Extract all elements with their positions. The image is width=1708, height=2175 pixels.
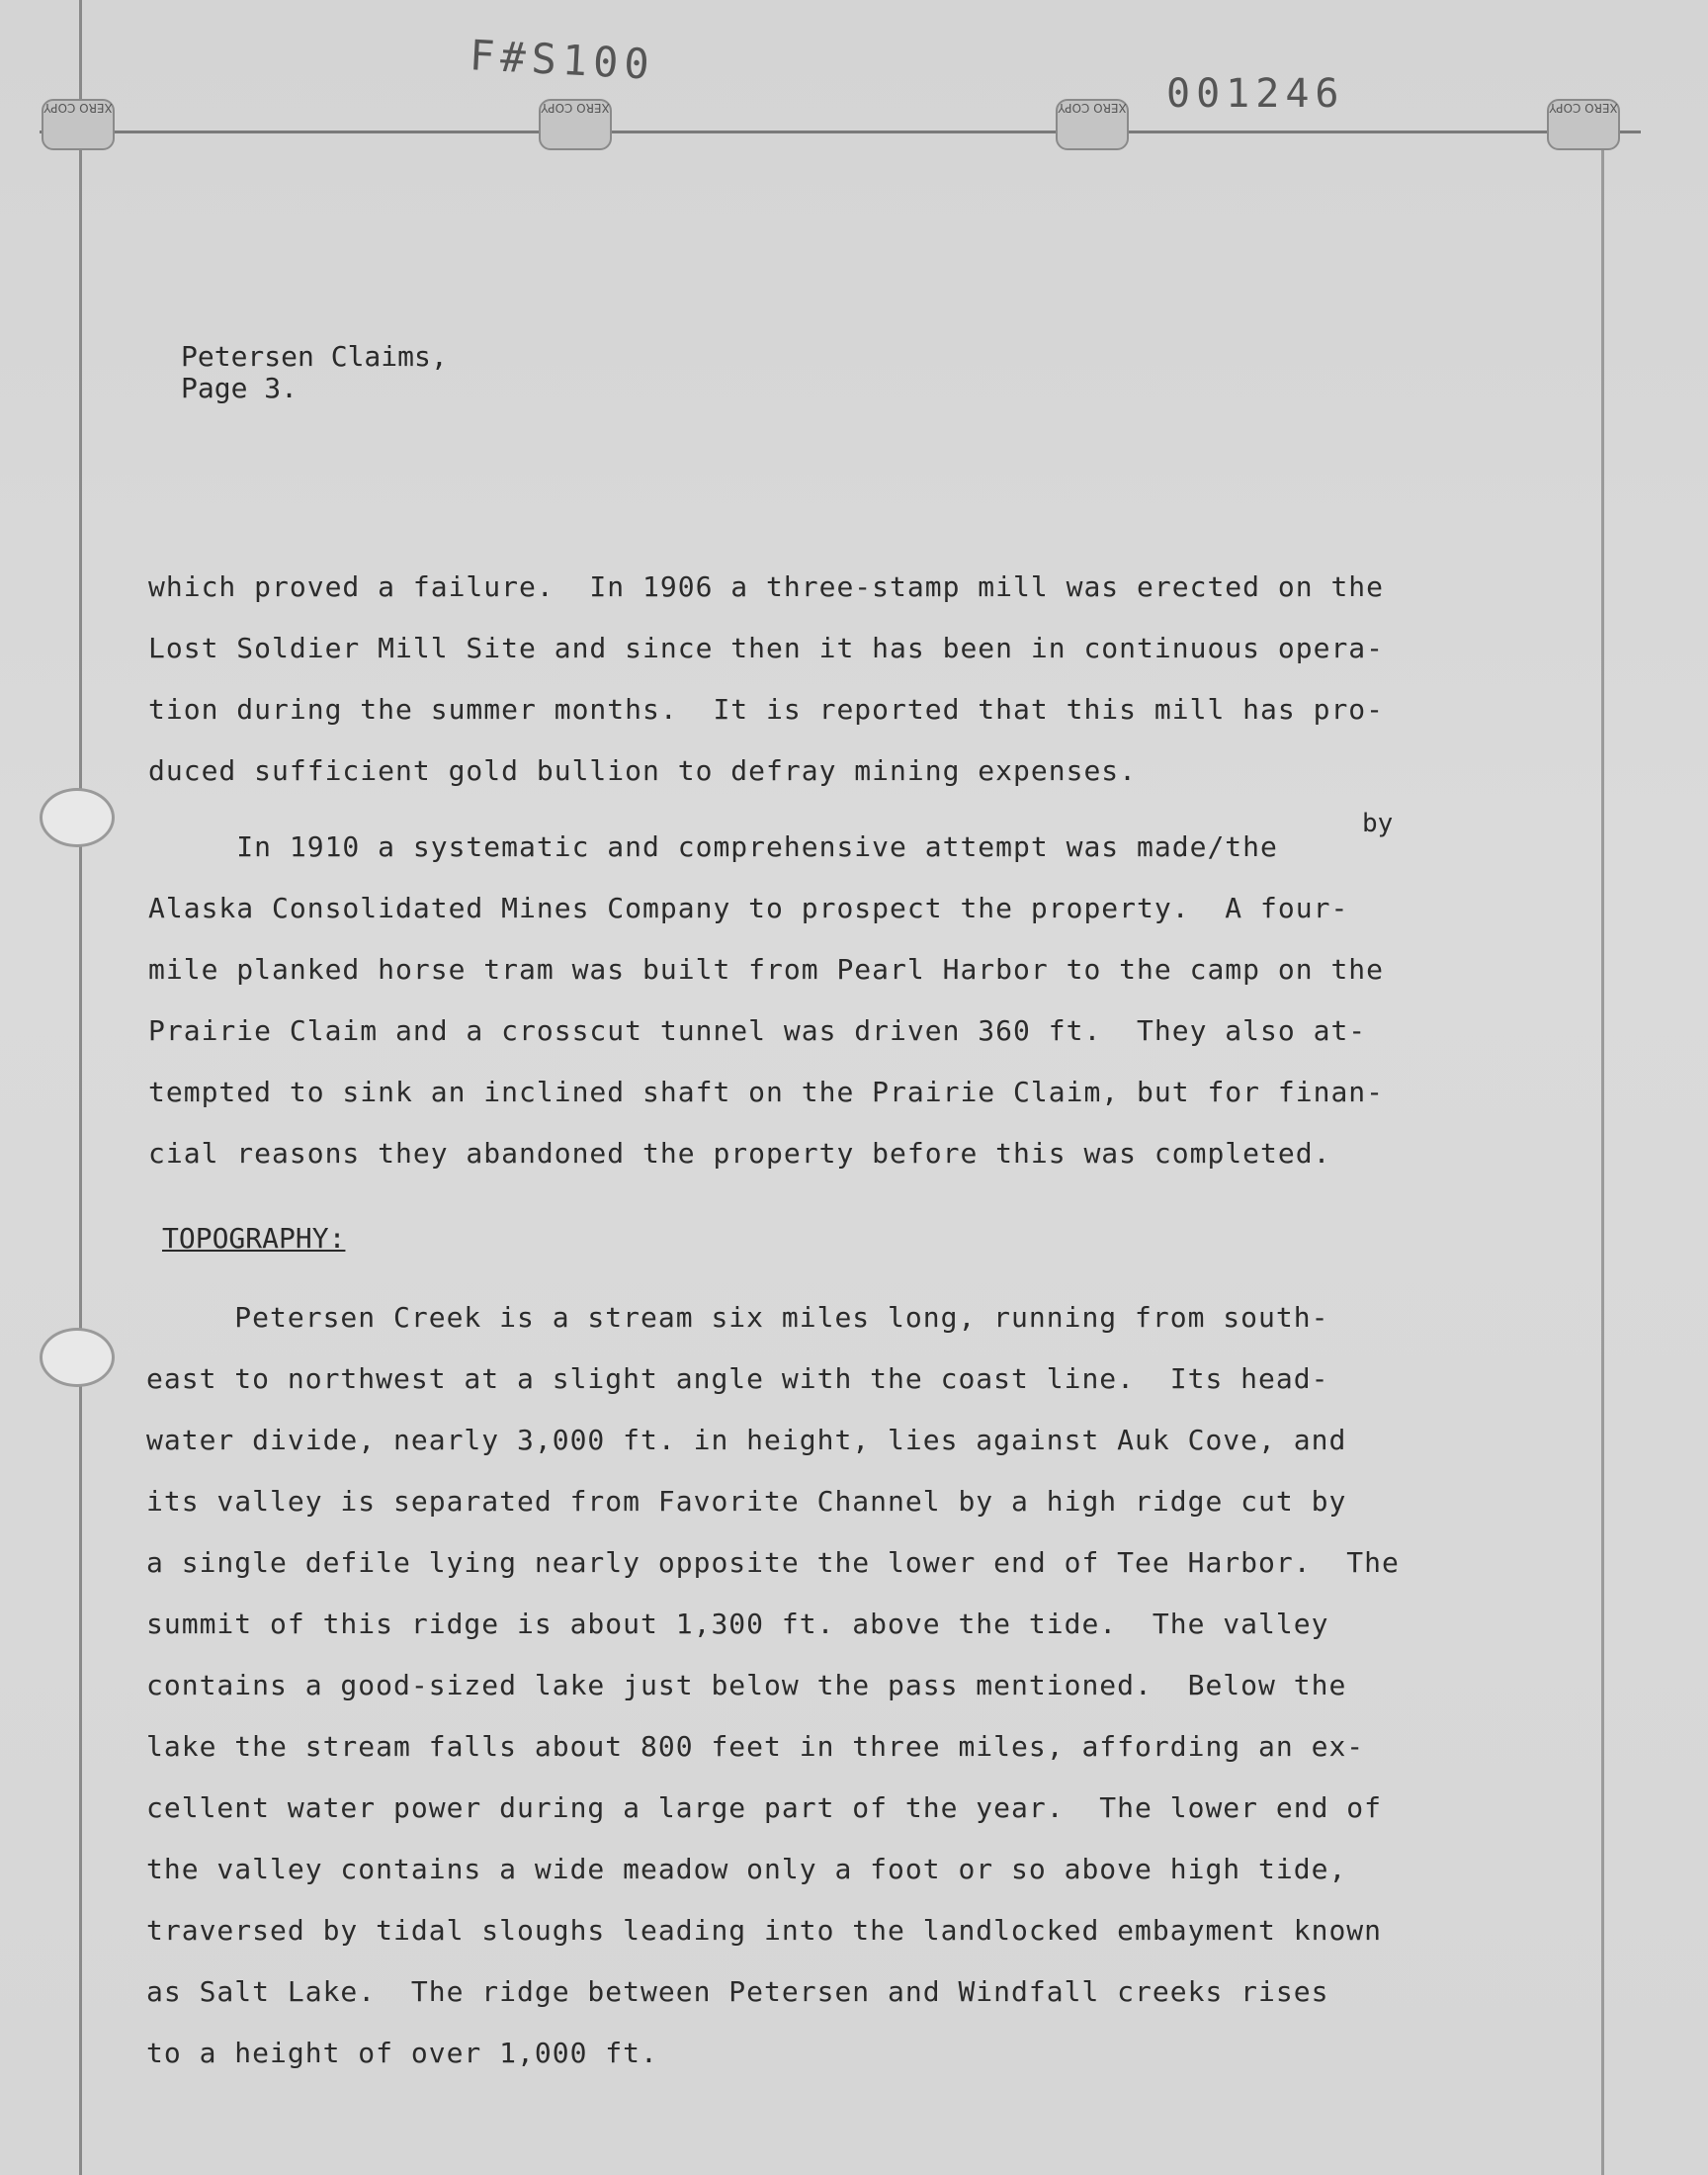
text-line: traversed by tidal sloughs leading into the landlocked embayment known	[146, 1914, 1383, 1947]
text-line: tempted to sink an inclined shaft on the Prairie Claim, but for finan-	[148, 1076, 1385, 1108]
paragraph-2	[148, 817, 1502, 1184]
header-page: Page 3.	[181, 372, 299, 404]
text-line: as Salt Lake. The ridge between Petersen and Windfall creeks rises	[146, 1975, 1329, 2008]
text-line: contains a good-sized lake just below the pass mentioned. Below the	[146, 1669, 1347, 1701]
handwritten-file-mark: F#S100	[468, 31, 656, 89]
text-line: a single defile lying nearly opposite the lower end of Tee Harbor. The	[146, 1546, 1400, 1579]
text-line: cellent water power during a large part of the year. The lower end of	[146, 1791, 1383, 1824]
text-line: mile planked horse tram was built from Pearl Harbor to the camp on the	[148, 953, 1385, 986]
text-line: tion during the summer months. It is reported that this mill has pro-	[148, 693, 1385, 726]
binder-clip	[1547, 99, 1620, 150]
punch-hole	[40, 788, 115, 847]
document-number: 001246	[1166, 71, 1345, 117]
clip-label: XERO COPY	[1058, 101, 1127, 115]
paragraph-1	[148, 557, 1502, 802]
text-line: cial reasons they abandoned the property before this was completed.	[148, 1137, 1331, 1170]
text-line: lake the stream falls about 800 feet in three miles, affording an ex-	[146, 1730, 1365, 1763]
text-line: Petersen Creek is a stream six miles long, running from south-	[146, 1301, 1329, 1334]
right-page-edge	[1601, 148, 1604, 2175]
section-heading: TOPOGRAPHY:	[162, 1222, 346, 1255]
text-line: the valley contains a wide meadow only a foot or so above high tide,	[146, 1853, 1347, 1885]
clip-label: XERO COPY	[43, 101, 113, 115]
punch-hole	[40, 1328, 115, 1387]
clip-label: XERO COPY	[1549, 101, 1618, 115]
binder-clip	[1056, 99, 1129, 150]
text-line: east to northwest at a slight angle with the coast line. Its head-	[146, 1362, 1329, 1395]
paragraph-3	[146, 1287, 1500, 2084]
binder-clip	[42, 99, 115, 150]
text-line: to a height of over 1,000 ft.	[146, 2037, 658, 2069]
text-line: In 1910 a systematic and comprehensive attempt was made/the	[148, 830, 1278, 863]
text-line: Alaska Consolidated Mines Company to prospect the property. A four-	[148, 892, 1349, 924]
left-margin-line	[79, 0, 82, 2175]
text-line: its valley is separated from Favorite Channel by a high ridge cut by	[146, 1485, 1347, 1518]
text-line: which proved a failure. In 1906 a three-stamp mill was erected on the	[148, 570, 1385, 603]
header-title: Petersen Claims,	[181, 340, 448, 373]
text-line: water divide, nearly 3,000 ft. in height, lies against Auk Cove, and	[146, 1424, 1347, 1456]
text-line: Prairie Claim and a crosscut tunnel was driven 360 ft. They also at-	[148, 1014, 1367, 1047]
inserted-word: by	[1362, 809, 1394, 838]
clip-label: XERO COPY	[541, 101, 610, 115]
text-line: Lost Soldier Mill Site and since then it has been in continuous opera-	[148, 632, 1385, 664]
top-rule	[40, 130, 1641, 133]
text-line: duced sufficient gold bullion to defray mining expenses.	[148, 754, 1138, 787]
page-header	[181, 341, 448, 404]
text-line: summit of this ridge is about 1,300 ft. above the tide. The valley	[146, 1608, 1329, 1640]
binder-clip	[539, 99, 612, 150]
